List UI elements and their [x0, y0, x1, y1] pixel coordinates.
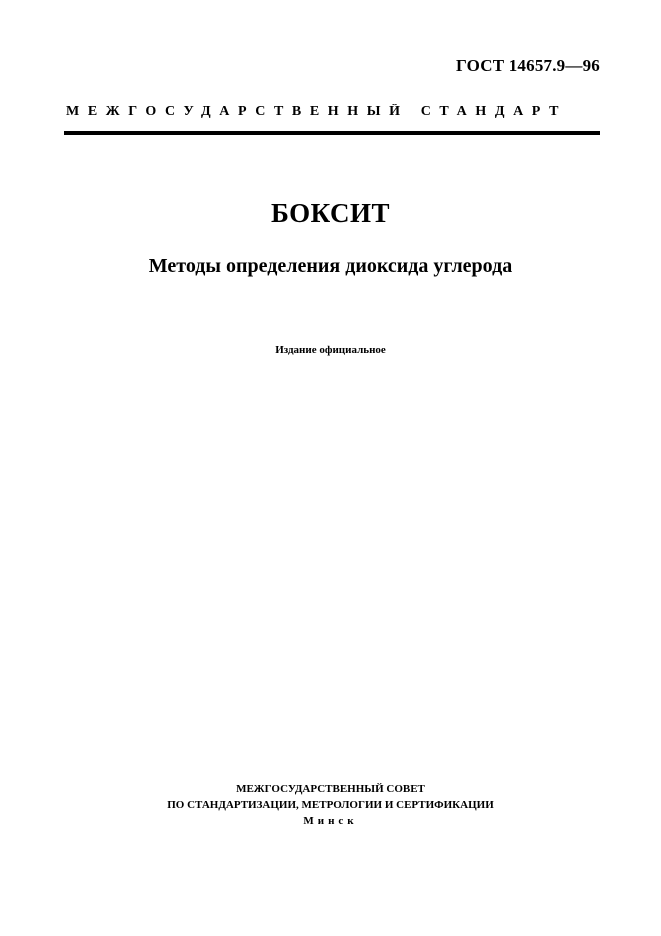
publisher-line-2: ПО СТАНДАРТИЗАЦИИ, МЕТРОЛОГИИ И СЕРТИФИКАЦИИ: [167, 799, 494, 811]
document-number: ГОСТ 14657.9—96: [456, 56, 600, 75]
publisher-block: [0, 781, 661, 829]
header-divider: [64, 131, 600, 135]
document-title: БОКСИТ: [270, 198, 391, 228]
publisher-line-1: МЕЖГОСУДАРСТВЕННЫЙ СОВЕТ: [236, 783, 425, 795]
edition-note: Издание официальное: [275, 344, 386, 356]
standard-type-heading: МЕЖГОСУДАРСТВЕННЫЙ СТАНДАРТ: [66, 104, 568, 119]
document-subtitle: Методы определения диоксида углерода: [148, 255, 513, 277]
publisher-city: Минск: [303, 815, 358, 827]
